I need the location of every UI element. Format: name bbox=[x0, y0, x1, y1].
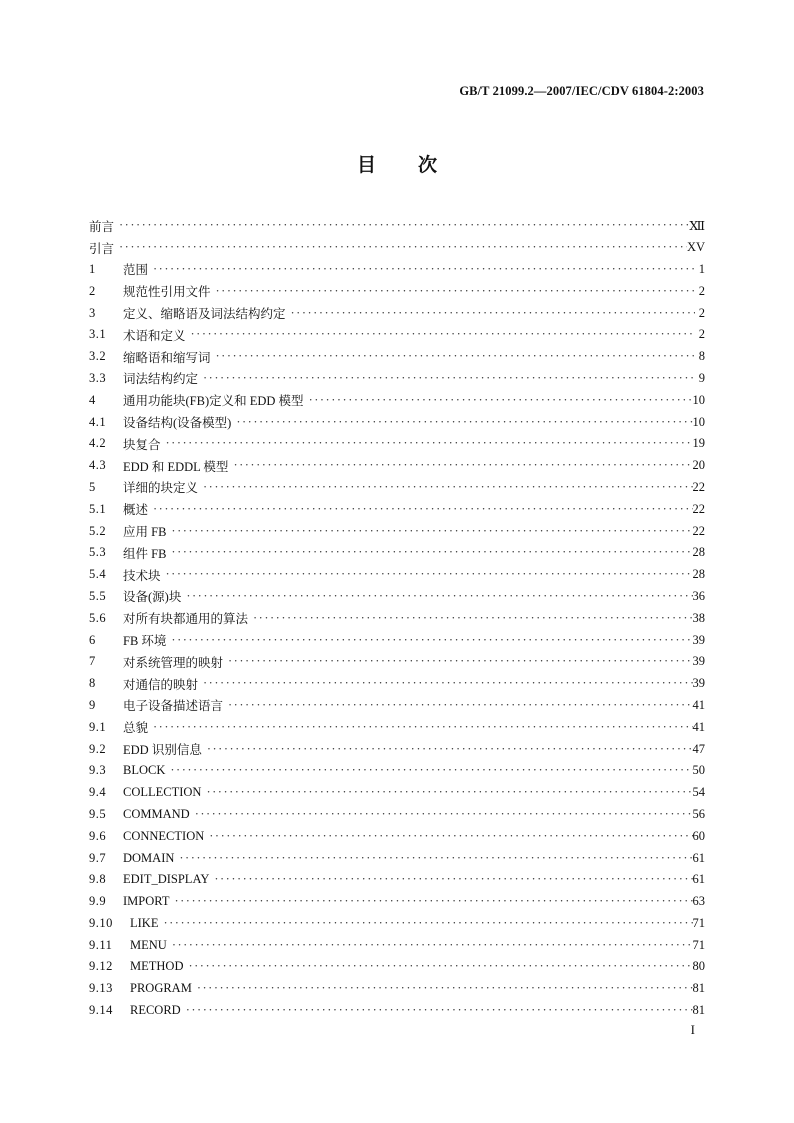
toc-entry-page: 28 bbox=[692, 567, 705, 582]
toc-entry-page: 71 bbox=[692, 937, 705, 952]
toc-entry-label: RECORD bbox=[130, 1003, 181, 1018]
toc-dot-leader bbox=[288, 306, 695, 321]
toc-entry-number: 9.12 bbox=[89, 959, 113, 974]
toc-entry[interactable] bbox=[89, 847, 705, 869]
toc-entry[interactable] bbox=[89, 804, 705, 826]
toc-entry-label: IMPORT bbox=[123, 894, 170, 909]
toc-dot-leader bbox=[150, 502, 692, 517]
toc-entry-number: 9.3 bbox=[89, 763, 107, 778]
toc-entry-number: 3 bbox=[89, 305, 96, 320]
toc-entry[interactable] bbox=[89, 891, 705, 913]
toc-entry-page: 81 bbox=[692, 1003, 705, 1018]
toc-entry-label: 设备结构(设备模型) bbox=[123, 416, 232, 431]
toc-entry[interactable] bbox=[89, 498, 705, 520]
toc-entry-label: 对通信的映射 bbox=[123, 677, 199, 692]
toc-entry[interactable] bbox=[89, 411, 705, 433]
toc-dot-leader bbox=[176, 851, 692, 866]
toc-entry-page: 9 bbox=[698, 370, 705, 385]
toc-entry[interactable] bbox=[89, 651, 705, 673]
toc-entry-label: EDIT_DISPLAY bbox=[123, 872, 210, 887]
toc-entry-label: 电子设备描述语言 bbox=[123, 699, 224, 714]
toc-entry-page: 2 bbox=[698, 305, 705, 320]
toc-entry-number: 9.9 bbox=[89, 894, 107, 909]
toc-entry[interactable] bbox=[89, 913, 705, 935]
toc-entry-number: 4.3 bbox=[89, 458, 107, 473]
toc-dot-leader bbox=[116, 240, 687, 255]
toc-entry-number: 9.7 bbox=[89, 850, 107, 865]
table-of-contents bbox=[89, 215, 705, 1021]
toc-entry-number: 3.1 bbox=[89, 327, 107, 342]
toc-entry-number: 9 bbox=[89, 697, 96, 712]
toc-entry[interactable] bbox=[89, 433, 705, 455]
toc-entry-number: 3.3 bbox=[89, 370, 107, 385]
toc-dot-leader bbox=[200, 480, 692, 495]
toc-entry-page: 10 bbox=[692, 392, 705, 407]
toc-entry[interactable] bbox=[89, 978, 705, 1000]
toc-entry-page: 39 bbox=[692, 632, 705, 647]
toc-dot-leader bbox=[150, 262, 695, 277]
toc-dot-leader bbox=[200, 676, 692, 691]
toc-entry-number: 3.2 bbox=[89, 349, 107, 364]
toc-entry-label: PROGRAM bbox=[130, 981, 192, 996]
toc-entry[interactable] bbox=[89, 695, 705, 717]
toc-entry[interactable] bbox=[89, 302, 705, 324]
toc-entry[interactable] bbox=[89, 956, 705, 978]
toc-entry-page: 28 bbox=[692, 545, 705, 560]
toc-entry-label: 术语和定义 bbox=[123, 328, 186, 343]
standard-number-header: GB/T 21099.2—2007/IEC/CDV 61804-2:2003 bbox=[459, 84, 704, 98]
toc-entry-label: 引言 bbox=[89, 241, 115, 256]
toc-entry-page: 47 bbox=[692, 741, 705, 756]
toc-entry[interactable] bbox=[89, 738, 705, 760]
toc-entry-label: 词法结构约定 bbox=[123, 372, 199, 387]
toc-entry[interactable] bbox=[89, 716, 705, 738]
toc-entry-label: EDD 和 EDDL 模型 bbox=[123, 459, 229, 474]
toc-dot-leader bbox=[192, 807, 693, 822]
toc-entry-page: 80 bbox=[692, 959, 705, 974]
toc-entry-page: 10 bbox=[692, 414, 705, 429]
toc-entry-label: BLOCK bbox=[123, 763, 166, 778]
toc-entry-number: 9.11 bbox=[89, 937, 113, 952]
toc-entry-page: 63 bbox=[692, 894, 705, 909]
toc-dot-leader bbox=[167, 763, 692, 778]
toc-entry-page: 38 bbox=[692, 610, 705, 625]
toc-entry-page: 20 bbox=[692, 458, 705, 473]
toc-entry-number: 4.2 bbox=[89, 436, 107, 451]
toc-entry-number: 9.14 bbox=[89, 1003, 113, 1018]
toc-dot-leader bbox=[171, 894, 692, 909]
toc-entry[interactable] bbox=[89, 825, 705, 847]
toc-dot-leader bbox=[194, 981, 693, 996]
toc-dot-leader bbox=[183, 589, 692, 604]
toc-entry-page: 22 bbox=[692, 501, 705, 516]
toc-entry-page: 71 bbox=[692, 915, 705, 930]
toc-entry-label: 通用功能块(FB)定义和 EDD 模型 bbox=[123, 394, 304, 409]
toc-entry-label: 前言 bbox=[89, 219, 115, 234]
toc-entry-page: 8 bbox=[698, 349, 705, 364]
toc-entry[interactable] bbox=[89, 237, 705, 259]
toc-entry-label: 概述 bbox=[123, 503, 149, 518]
toc-dot-leader bbox=[116, 218, 689, 233]
toc-entry-label: EDD 识别信息 bbox=[123, 743, 202, 758]
toc-dot-leader bbox=[163, 567, 693, 582]
toc-dot-leader bbox=[168, 524, 692, 539]
toc-dot-leader bbox=[230, 458, 692, 473]
toc-entry[interactable] bbox=[89, 520, 705, 542]
toc-entry-label: FB 环境 bbox=[123, 634, 167, 649]
toc-dot-leader bbox=[204, 742, 693, 757]
toc-entry[interactable] bbox=[89, 934, 705, 956]
toc-dot-leader bbox=[233, 415, 692, 430]
toc-entry-label: DOMAIN bbox=[123, 850, 175, 865]
toc-entry[interactable] bbox=[89, 280, 705, 302]
toc-entry-label: 规范性引用文件 bbox=[123, 285, 211, 300]
toc-dot-leader bbox=[225, 698, 692, 713]
toc-entry-page: 56 bbox=[692, 806, 705, 821]
toc-entry[interactable] bbox=[89, 760, 705, 782]
toc-dot-leader bbox=[185, 959, 692, 974]
toc-entry-page: 2 bbox=[698, 327, 705, 342]
toc-entry-label: MENU bbox=[130, 937, 167, 952]
toc-entry-label: 块复合 bbox=[123, 437, 161, 452]
toc-entry-page: Ⅻ bbox=[689, 218, 705, 233]
toc-entry-page: 39 bbox=[692, 676, 705, 691]
toc-entry[interactable] bbox=[89, 673, 705, 695]
toc-entry-number: 9.6 bbox=[89, 828, 107, 843]
toc-dot-leader bbox=[168, 633, 692, 648]
toc-dot-leader bbox=[200, 371, 695, 386]
toc-entry-page: 81 bbox=[692, 981, 705, 996]
toc-entry-number: 4.1 bbox=[89, 414, 107, 429]
toc-entry-number: 5.2 bbox=[89, 523, 107, 538]
toc-entry-page: 2 bbox=[698, 283, 705, 298]
page-title bbox=[0, 150, 794, 177]
toc-entry[interactable] bbox=[89, 782, 705, 804]
toc-entry-number: 9.4 bbox=[89, 785, 107, 800]
title-char-1: 目 bbox=[356, 154, 376, 176]
toc-entry-page: 60 bbox=[692, 828, 705, 843]
toc-entry-label: 范围 bbox=[123, 263, 149, 278]
toc-entry-number: 2 bbox=[89, 283, 96, 298]
toc-dot-leader bbox=[211, 872, 692, 887]
toc-dot-leader bbox=[203, 785, 692, 800]
toc-entry-page: XV bbox=[686, 240, 705, 255]
toc-entry-number: 4 bbox=[89, 392, 96, 407]
toc-entry-page: 1 bbox=[698, 261, 705, 276]
toc-entry[interactable] bbox=[89, 607, 705, 629]
page-number: I bbox=[690, 1022, 695, 1037]
toc-entry-label: 定义、缩略语及词法结构约定 bbox=[123, 307, 286, 322]
toc-entry-number: 5.5 bbox=[89, 588, 107, 603]
toc-entry-number: 9.2 bbox=[89, 741, 107, 756]
toc-entry-page: 39 bbox=[692, 654, 705, 669]
toc-entry[interactable] bbox=[89, 324, 705, 346]
toc-entry-label: 总貌 bbox=[123, 721, 149, 736]
toc-entry[interactable] bbox=[89, 346, 705, 368]
toc-dot-leader bbox=[206, 829, 692, 844]
toc-entry-number: 9.10 bbox=[89, 915, 113, 930]
toc-entry-label: 对所有块都通用的算法 bbox=[123, 612, 249, 627]
toc-dot-leader bbox=[160, 916, 692, 931]
toc-entry-number: 9.8 bbox=[89, 872, 107, 887]
toc-entry-page: 41 bbox=[692, 697, 705, 712]
toc-entry-label: 组件 FB bbox=[123, 546, 167, 561]
toc-dot-leader bbox=[213, 349, 695, 364]
toc-entry[interactable] bbox=[89, 869, 705, 891]
toc-entry-page: 61 bbox=[692, 872, 705, 887]
toc-entry-page: 19 bbox=[692, 436, 705, 451]
toc-dot-leader bbox=[183, 1003, 693, 1018]
toc-entry-label: LIKE bbox=[130, 915, 159, 930]
toc-entry-number: 9.1 bbox=[89, 719, 107, 734]
toc-dot-leader bbox=[306, 393, 693, 408]
toc-entry-label: CONNECTION bbox=[123, 828, 205, 843]
toc-entry-page: 50 bbox=[692, 763, 705, 778]
toc-dot-leader bbox=[150, 720, 692, 735]
toc-dot-leader bbox=[169, 938, 693, 953]
toc-entry-number: 5.6 bbox=[89, 610, 107, 625]
toc-dot-leader bbox=[163, 436, 693, 451]
toc-entry-number: 5.1 bbox=[89, 501, 107, 516]
toc-entry-page: 41 bbox=[692, 719, 705, 734]
toc-entry-number: 9.13 bbox=[89, 981, 113, 996]
toc-entry-page: 22 bbox=[692, 479, 705, 494]
toc-entry[interactable] bbox=[89, 542, 705, 564]
toc-entry-label: 技术块 bbox=[123, 568, 161, 583]
toc-entry[interactable] bbox=[89, 629, 705, 651]
toc-entry-label: COLLECTION bbox=[123, 785, 202, 800]
toc-entry-page: 54 bbox=[692, 785, 705, 800]
toc-entry-label: 设备(源)块 bbox=[123, 590, 182, 605]
toc-entry-number: 5.3 bbox=[89, 545, 107, 560]
toc-entry-label: COMMAND bbox=[123, 806, 190, 821]
title-char-2: 次 bbox=[418, 154, 438, 176]
toc-entry[interactable] bbox=[89, 389, 705, 411]
toc-entry-label: 应用 FB bbox=[123, 525, 167, 540]
toc-dot-leader bbox=[213, 284, 695, 299]
toc-entry[interactable] bbox=[89, 1000, 705, 1022]
toc-dot-leader bbox=[168, 545, 692, 560]
toc-entry[interactable] bbox=[89, 477, 705, 499]
toc-entry-number: 1 bbox=[89, 261, 96, 276]
toc-entry-page: 61 bbox=[692, 850, 705, 865]
toc-entry[interactable] bbox=[89, 455, 705, 477]
toc-entry-label: 对系统管理的映射 bbox=[123, 655, 224, 670]
toc-entry-label: 缩略语和缩写词 bbox=[123, 350, 211, 365]
toc-entry-label: 详细的块定义 bbox=[123, 481, 199, 496]
toc-entry[interactable] bbox=[89, 564, 705, 586]
toc-entry-page: 22 bbox=[692, 523, 705, 538]
toc-entry-label: METHOD bbox=[130, 959, 184, 974]
toc-entry-number: 7 bbox=[89, 654, 96, 669]
toc-entry-number: 8 bbox=[89, 676, 96, 691]
toc-entry[interactable] bbox=[89, 259, 705, 281]
toc-entry-number: 6 bbox=[89, 632, 96, 647]
toc-entry[interactable] bbox=[89, 586, 705, 608]
toc-dot-leader bbox=[250, 611, 692, 626]
toc-entry[interactable] bbox=[89, 215, 705, 237]
toc-entry-number: 9.5 bbox=[89, 806, 107, 821]
toc-entry-number: 5.4 bbox=[89, 567, 107, 582]
toc-entry[interactable] bbox=[89, 368, 705, 390]
toc-dot-leader bbox=[225, 654, 692, 669]
toc-entry-number: 5 bbox=[89, 479, 96, 494]
toc-entry-page: 36 bbox=[692, 588, 705, 603]
toc-dot-leader bbox=[188, 327, 695, 342]
